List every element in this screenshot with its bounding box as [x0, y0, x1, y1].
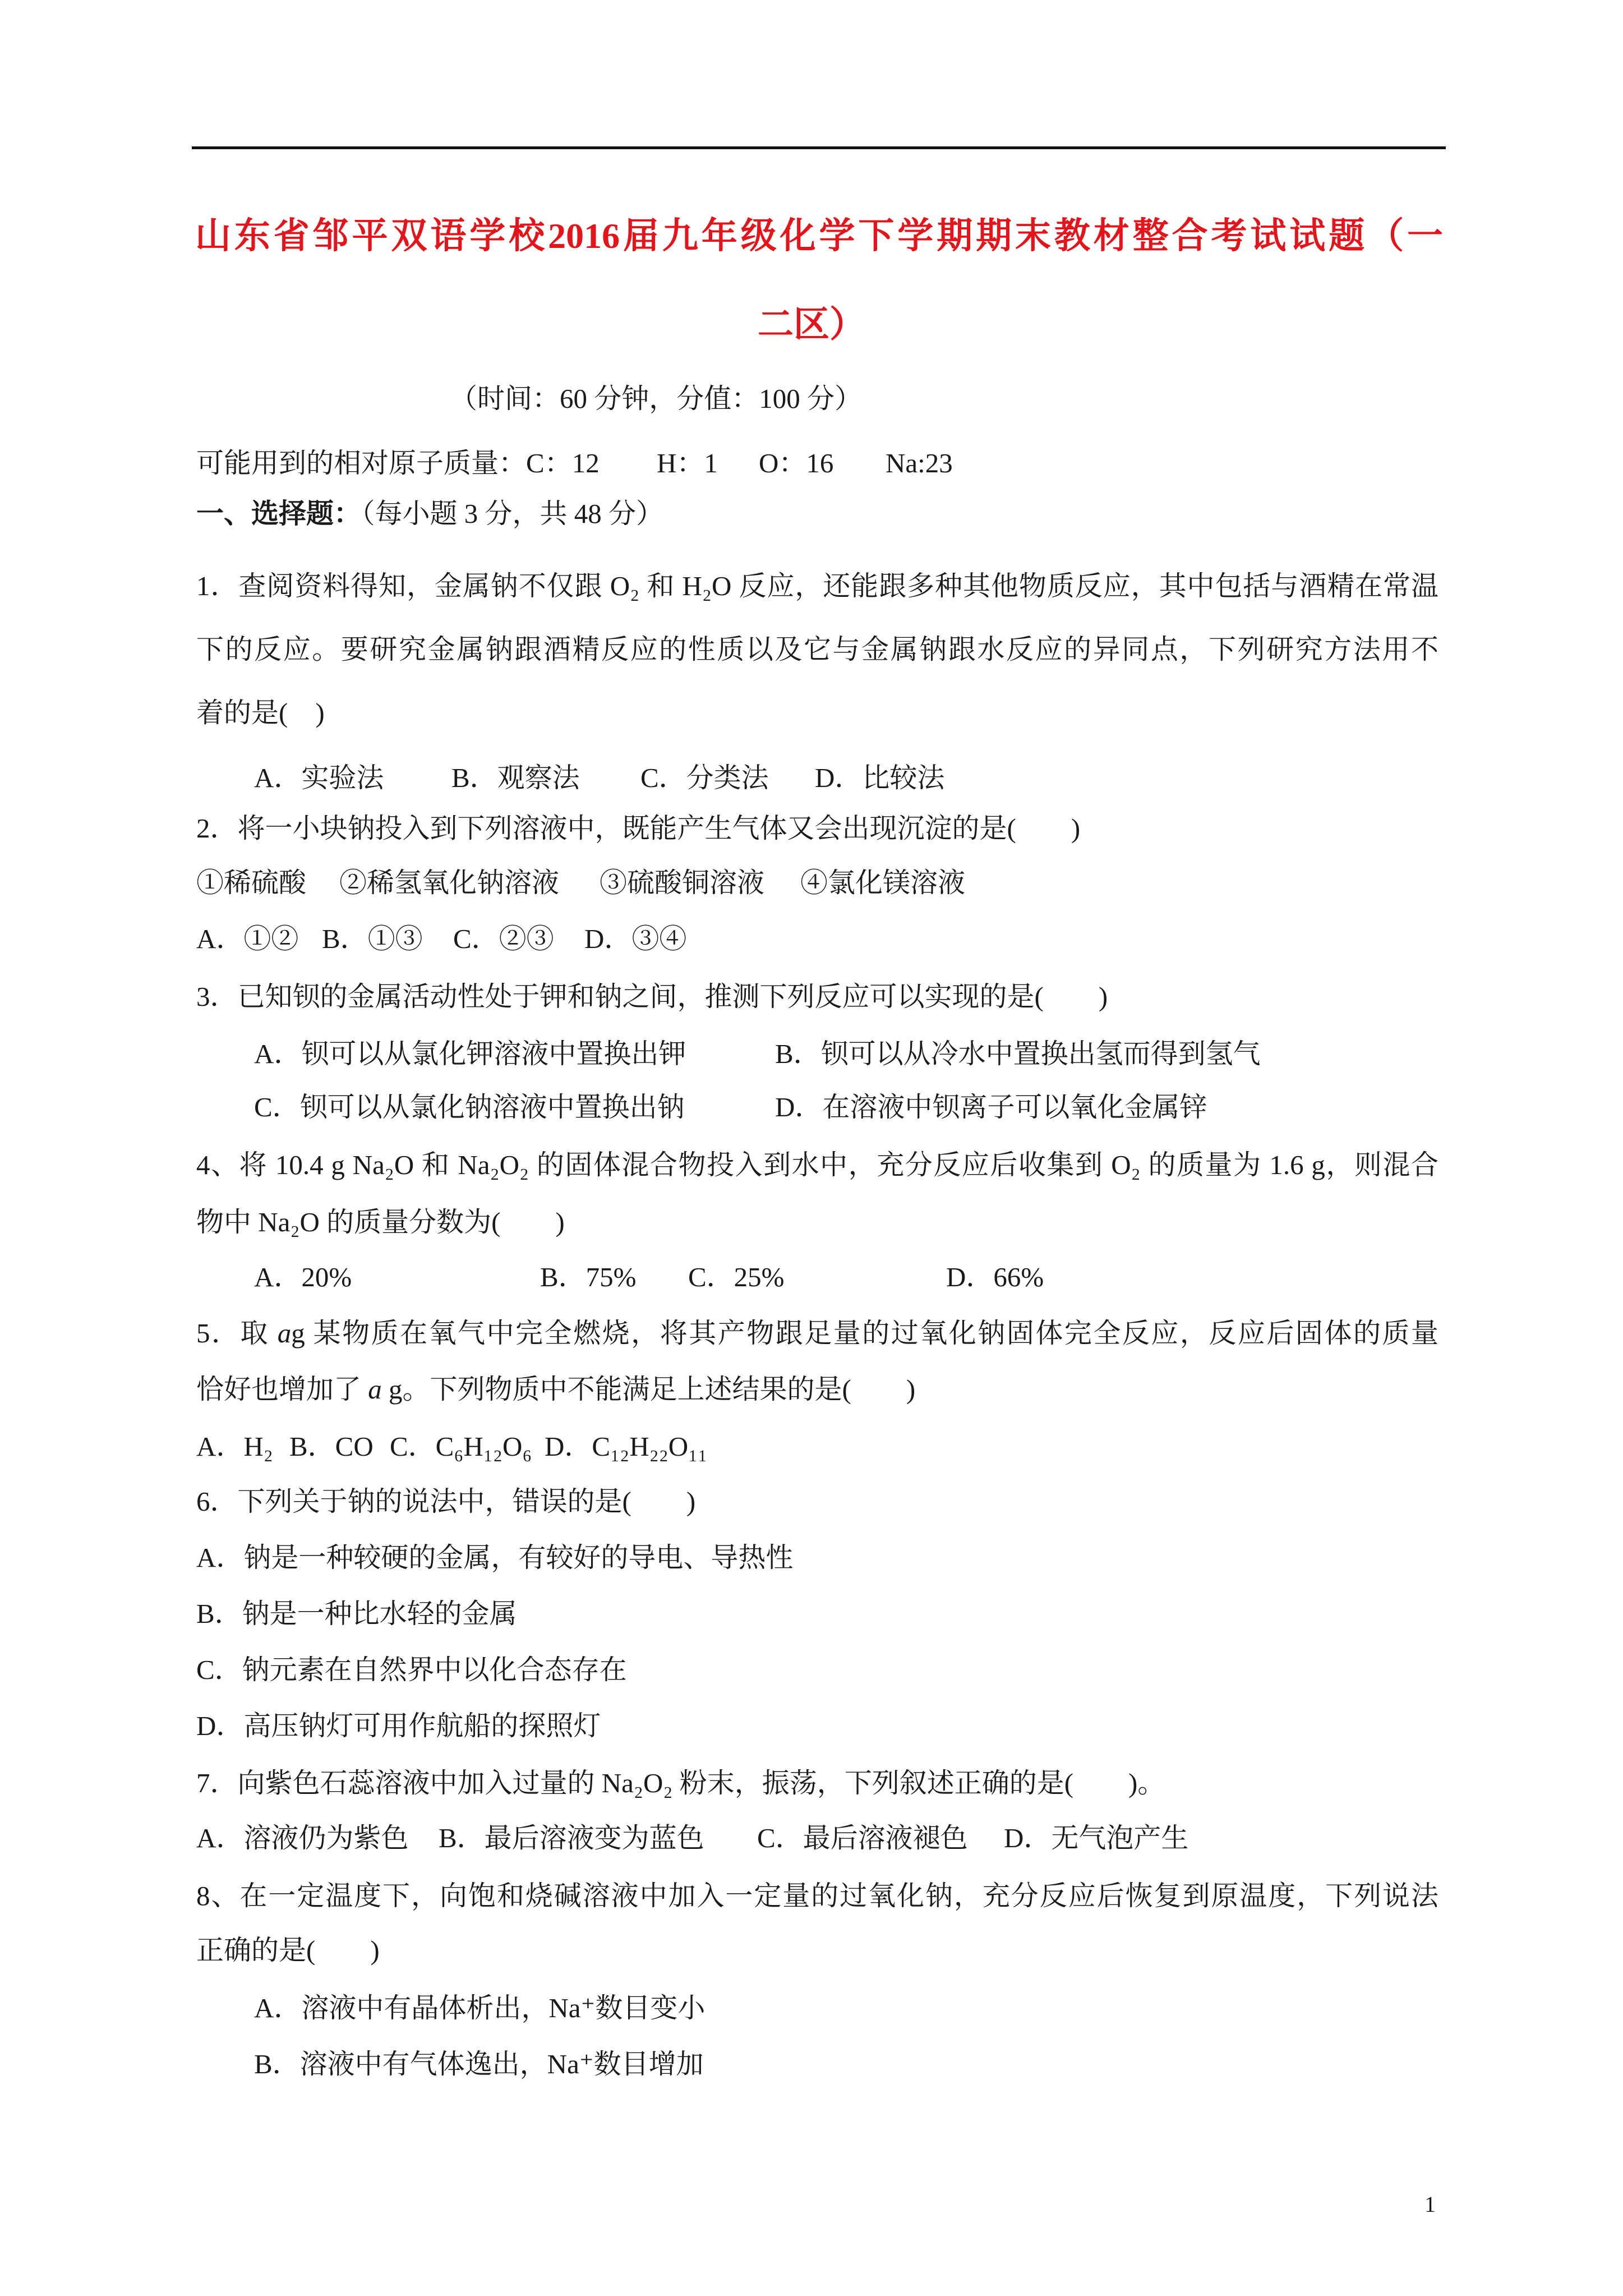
q7-option-a: A．溶液仍为紫色: [196, 1823, 409, 1853]
q6-stem: 6．下列关于钠的说法中，错误的是( ): [196, 1486, 696, 1517]
q5-option-b: B．CO: [289, 1431, 374, 1462]
q8-stem-line-1: 8、在一定温度下，向饱和烧碱溶液中加入一定量的过氧化钠，充分反应后恢复到原温度，下列说法: [196, 1880, 1438, 1911]
q5-variable-a: a: [368, 1374, 382, 1405]
atomic-mass-na: Na:23: [886, 448, 953, 478]
q1-stem-line-1: 1．查阅资料得知，金属钠不仅跟 O₂ 和 H₂O 反应，还能跟多种其他物质反应，其中包括与酒精在常温: [196, 570, 1438, 601]
q2-stem: 2．将一小块钠投入到下列溶液中，既能产生气体又会出现沉淀的是( ): [196, 813, 1081, 844]
q6-option-b: B．钠是一种比水轻的金属: [196, 1598, 517, 1629]
q4-stem-line-1: 4、将 10.4 g Na₂O 和 Na₂O₂ 的固体混合物投入到水中，充分反应后收集到 O₂ 的质量为 1.6 g，则混合: [196, 1149, 1438, 1180]
q7-option-d: D．无气泡产生: [1004, 1823, 1189, 1853]
q4-option-c: C．25%: [688, 1262, 785, 1292]
atomic-mass-c: C：12: [526, 448, 600, 478]
q3-option-a: A．钡可以从氯化钾溶液中置换出钾: [254, 1038, 686, 1069]
q5-option-a: A．H₂: [196, 1431, 273, 1462]
q8-option-b: B．溶液中有气体逸出，Na⁺数目增加: [254, 2049, 704, 2079]
atomic-mass-o: O：16: [759, 448, 834, 478]
q5-stem-line-1: [196, 1317, 1438, 1350]
q5-stem-line-2-post: g。下列物质中不能满足上述结果的是( ): [381, 1374, 916, 1405]
q4-option-b: B．75%: [540, 1262, 637, 1292]
q4-stem-line-2: 物中 Na₂O 的质量分数为( ): [196, 1207, 565, 1237]
q2-option-d: D．③④: [584, 923, 687, 954]
q7-option-c: C．最后溶液褪色: [757, 1823, 968, 1853]
q6-option-d: D．高压钠灯可用作航船的探照灯: [196, 1710, 601, 1741]
q2-choice-4: ④氯化镁溶液: [800, 867, 966, 898]
atomic-masses-label: 可能用到的相对原子质量：: [196, 448, 527, 478]
q6-option-c: C．钠元素在自然界中以化合态存在: [196, 1654, 627, 1685]
q3-option-d: D．在溶液中钡离子可以氧化金属锌: [775, 1092, 1207, 1122]
q8-stem-line-2: 正确的是( ): [196, 1935, 380, 1966]
time-note: （时间：60 分钟，分值：100 分）: [450, 383, 863, 414]
q1-stem-line-2: 下的反应。要研究金属钠跟酒精反应的性质以及它与金属钠跟水反应的异同点，下列研究方法用不: [196, 634, 1438, 665]
section-heading: 一、选择题：: [196, 498, 362, 529]
q5-stem-line-2-pre: 恰好也增加了: [196, 1374, 368, 1405]
header-rule: [192, 146, 1446, 149]
q7-option-b: B．最后溶液变为蓝色: [439, 1823, 704, 1853]
q1-option-a: A．实验法: [254, 762, 384, 793]
page-number: 1: [1424, 2192, 1436, 2217]
atomic-masses-line: [196, 447, 600, 480]
exam-title-line-2: 二区）: [758, 305, 865, 344]
q7-stem: 7．向紫色石蕊溶液中加入过量的 Na₂O₂ 粉末，振荡，下列叙述正确的是( )。: [196, 1768, 1165, 1798]
q2-choice-3: ③硫酸铜溶液: [600, 867, 765, 898]
section-header: [196, 497, 663, 531]
q1-option-d: D．比较法: [815, 762, 945, 793]
q2-choice-2: ②稀氢氧化钠溶液: [339, 867, 560, 898]
q8-option-a: A．溶液中有晶体析出，Na⁺数目变小: [254, 1993, 706, 2023]
q2-option-b: B．①③: [322, 923, 423, 954]
q6-option-a: A．钠是一种较硬的金属，有较好的导电、导热性: [196, 1542, 794, 1573]
exam-title-line-1: 山东省邹平双语学校2016届九年级化学下学期期末教材整合考试试题（一: [195, 216, 1443, 256]
q1-option-b: B．观察法: [451, 762, 580, 793]
q1-option-c: C．分类法: [640, 762, 769, 793]
section-note: （每小题 3 分，共 48 分）: [361, 498, 664, 529]
atomic-mass-h: H：1: [657, 448, 718, 478]
q3-stem: 3．已知钡的金属活动性处于钾和钠之间，推测下列反应可以实现的是( ): [196, 981, 1108, 1012]
q2-option-a: A．①②: [196, 923, 299, 954]
q5-option-d: D．C₁₂H₂₂O₁₁: [545, 1431, 708, 1462]
q5-stem-line-1-post: g 某物质在氧气中完全燃烧，将其产物跟足量的过氧化钠固体完全反应，反应后固体的质量: [291, 1318, 1438, 1349]
q5-variable-a: a: [277, 1318, 292, 1349]
q5-stem-line-2: [196, 1373, 915, 1406]
q3-option-b: B．钡可以从冷水中置换出氢而得到氢气: [775, 1038, 1261, 1069]
q5-option-c: C．C₆H₁₂O₆: [390, 1431, 532, 1462]
q4-option-a: A．20%: [254, 1262, 352, 1292]
q4-option-d: D．66%: [946, 1262, 1044, 1292]
q1-stem-line-3: 着的是( ): [196, 697, 325, 728]
q2-option-c: C．②③: [453, 923, 554, 954]
q3-option-c: C．钡可以从氯化钠溶液中置换出钠: [254, 1092, 685, 1122]
q5-stem-line-1-pre: 5．取: [196, 1318, 278, 1349]
q2-choice-1: ①稀硫酸: [196, 867, 307, 898]
